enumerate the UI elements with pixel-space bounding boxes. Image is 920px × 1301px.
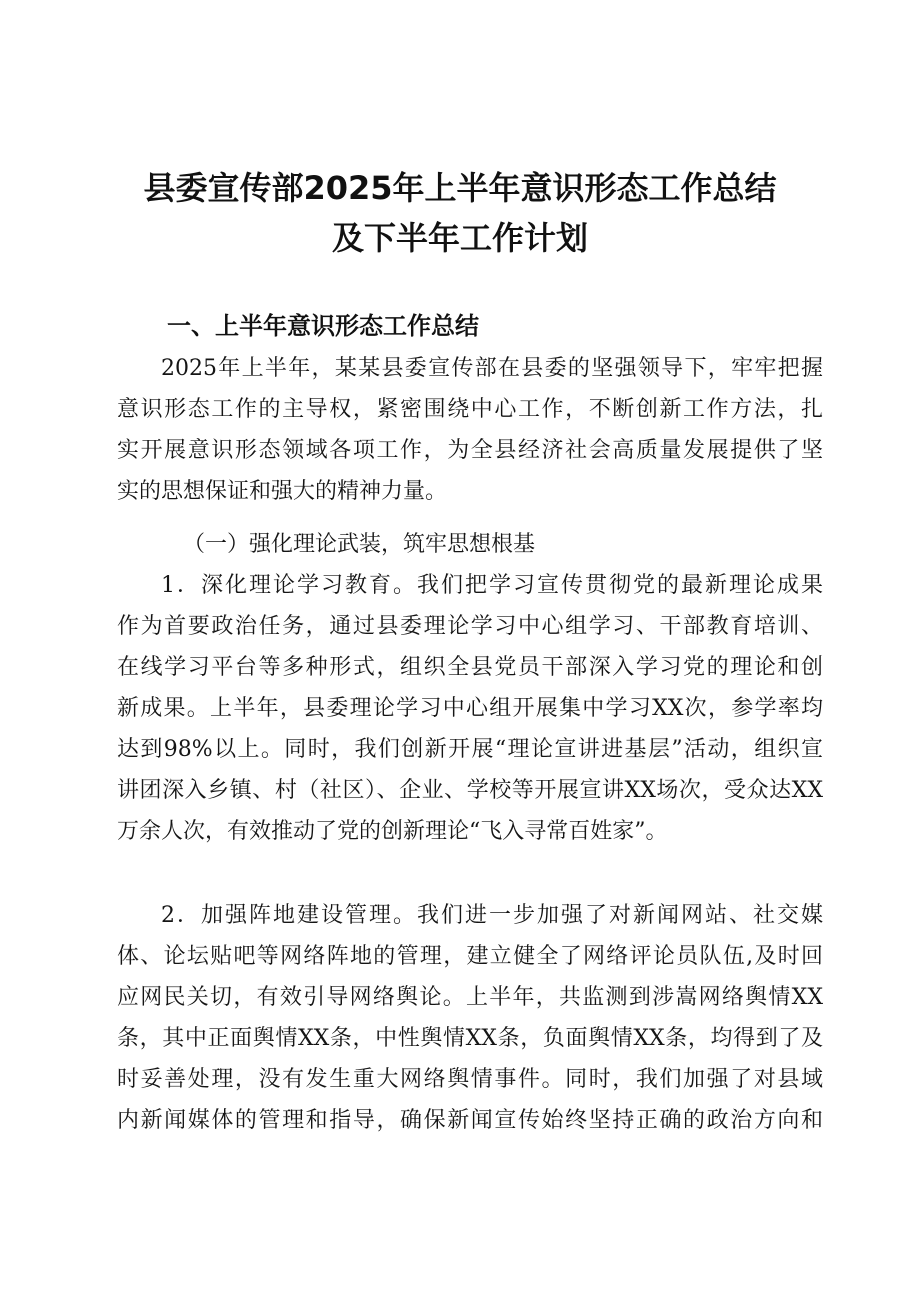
paragraph-position-management — [117, 895, 823, 1141]
paragraph-line: 实开展意识形态领域各项工作，为全县经济社会高质量发展提供了坚 — [117, 438, 823, 463]
paragraph-line: 时妥善处理，没有发生重大网络舆情事件。同时，我们加强了对县域 — [117, 1067, 823, 1092]
paragraph-line: 作为首要政治任务，通过县委理论学习中心组学习、干部教育培训、 — [117, 614, 823, 639]
paragraph-line: 2025年上半年，某某县委宣传部在县委的坚强领导下，牢牢把握 — [161, 356, 823, 381]
paragraph-line: 意识形态工作的主导权，紧密围绕中心工作，不断创新工作方法，扎 — [117, 397, 823, 422]
paragraph-line: 1．深化理论学习教育。我们把学习宣传贯彻党的最新理论成果 — [161, 573, 823, 598]
paragraph-intro — [117, 348, 823, 512]
document-title-line-2: 及下半年工作计划 — [331, 219, 588, 257]
paragraph-line: 2．加强阵地建设管理。我们进一步加强了对新闻网站、社交媒 — [161, 903, 823, 928]
paragraph-line: 万余人次，有效推动了党的创新理论“飞入寻常百姓家”。 — [117, 819, 668, 844]
paragraph-line: 内新闻媒体的管理和指导，确保新闻宣传始终坚持正确的政治方向和 — [117, 1108, 823, 1133]
paragraph-line: 讲团深入乡镇、村（社区）、企业、学校等开展宣讲XX场次，受众达XX — [117, 778, 823, 803]
paragraph-line: 在线学习平台等多种形式，组织全县党员干部深入学习党的理论和创 — [117, 655, 823, 680]
subsection-heading-1: （一）强化理论武装，筑牢思想根基 — [183, 532, 536, 557]
paragraph-line: 应网民关切，有效引导网络舆论。上半年，共监测到涉嵩网络舆情XX — [117, 985, 823, 1010]
paragraph-line: 实的思想保证和强大的精神力量。 — [117, 479, 448, 504]
paragraph-line: 达到98%以上。同时，我们创新开展“理论宣讲进基层”活动，组织宣 — [117, 737, 823, 762]
paragraph-theory-study — [117, 565, 823, 852]
document-title-line-1: 县委宣传部2025年上半年意识形态工作总结 — [143, 169, 777, 207]
paragraph-line: 条，其中正面舆情XX条，中性舆情XX条，负面舆情XX条，均得到了及 — [117, 1026, 823, 1051]
paragraph-line: 体、论坛贴吧等网络阵地的管理，建立健全了网络评论员队伍,及时回 — [117, 944, 823, 969]
section-heading-1: 一、上半年意识形态工作总结 — [167, 312, 479, 340]
paragraph-line: 新成果。上半年，县委理论学习中心组开展集中学习XX次，参学率均 — [117, 696, 823, 721]
